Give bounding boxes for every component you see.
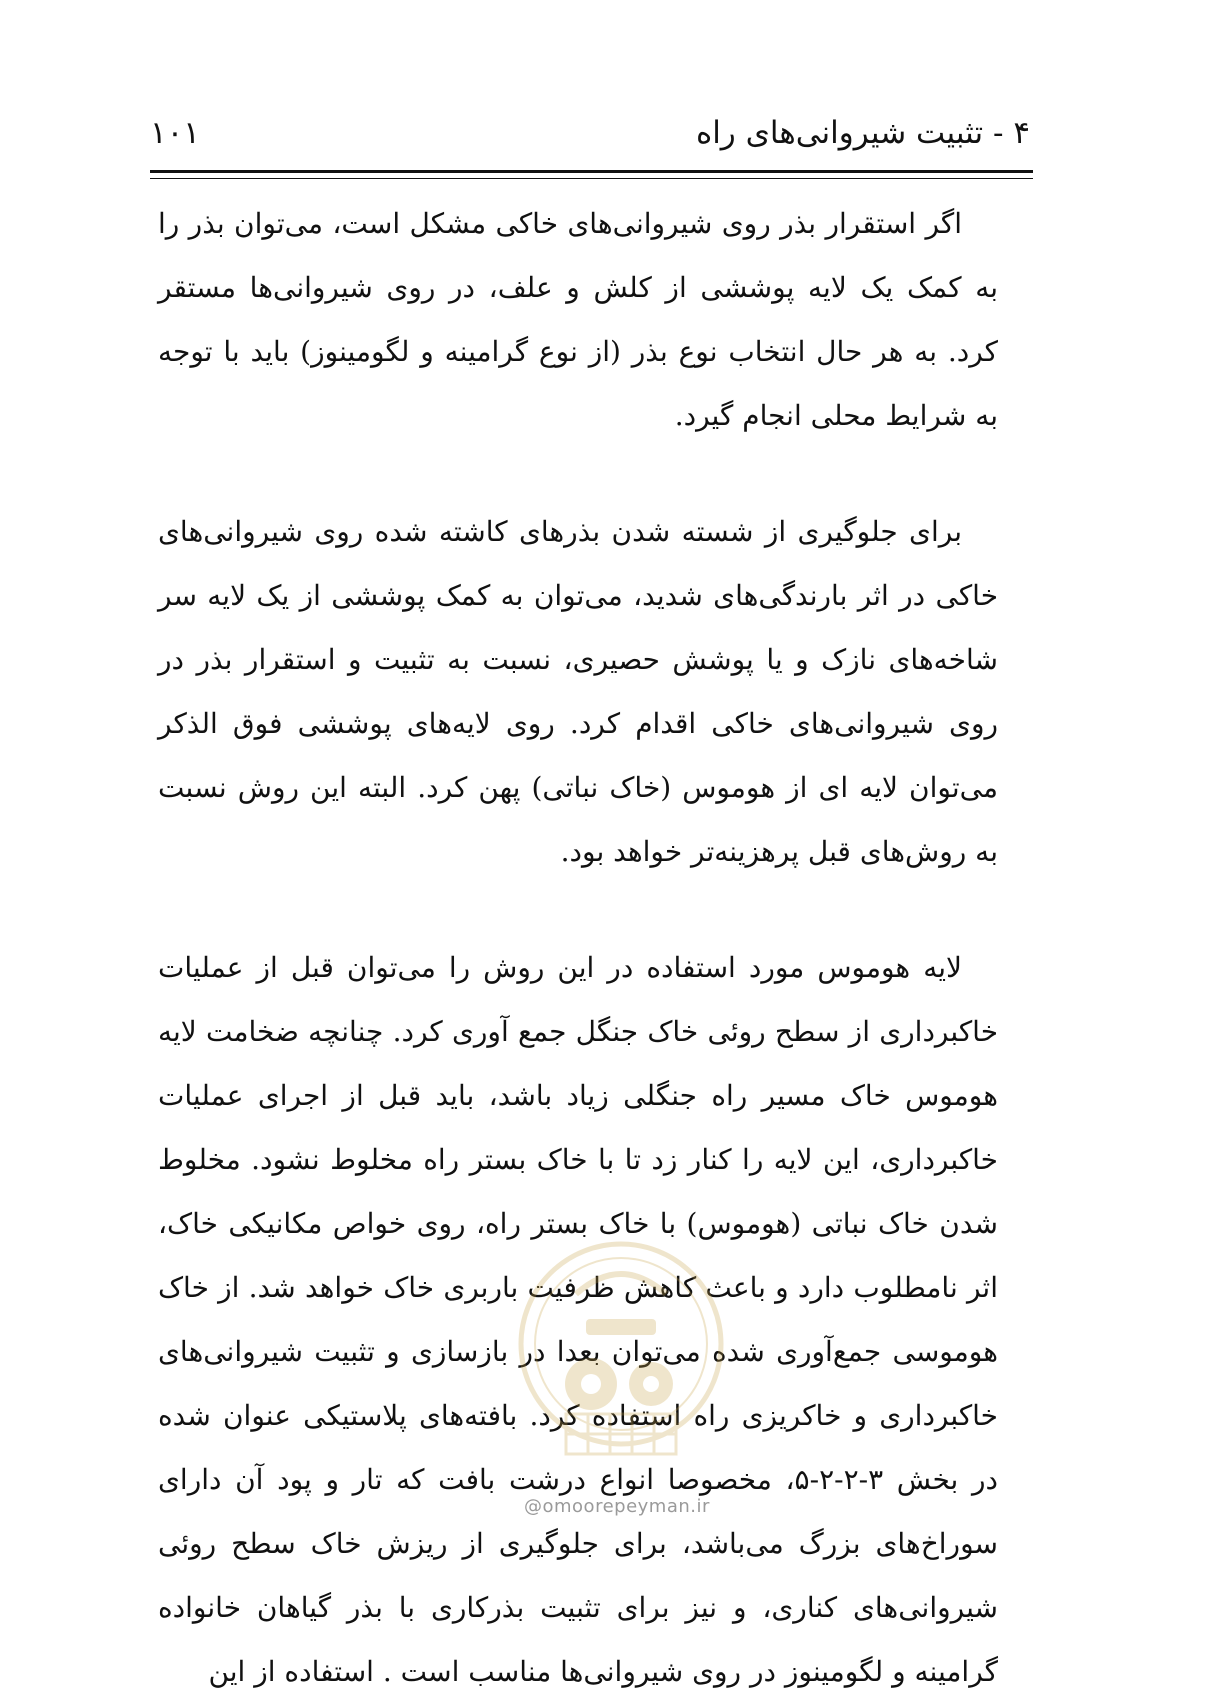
header-rule-thick: [150, 170, 1033, 173]
page-number: ۱۰۱: [150, 115, 200, 151]
paragraph-2: برای جلوگیری از شسته شدن بذرهای کاشته شده روی شیروانی‌های خاکی در اثر بارندگی‌های شدید، می‌توان به کمک پوششی از یک لایه سر شاخه‌های نازک و یا پوشش حصیری، نسبت به تثبیت و استقرار بذر در روی شیروانی‌های خاکی اقدام کرد. روی لایه‌های پوششی فوق الذکر می‌توان لایه ای از هوموس (خاک نباتی) پهن کرد. البته این روش نسبت به روش‌های قبل پرهزینه‌تر خواهد بود.: [158, 515, 998, 868]
header-rule-thin: [150, 178, 1033, 179]
watermark-url: @omoorepeyman.ir: [524, 1496, 710, 1517]
chapter-title: ۴ - تثبیت شیروانی‌های راه: [695, 115, 1030, 151]
paragraph-3: لایه هوموس مورد استفاده در این روش را می‌توان قبل از عملیات خاکبرداری از سطح روئی خاک جنگل جمع آوری کرد. چنانچه ضخامت لایه هوموس خاک مسیر راه جنگلی زیاد باشد، باید قبل از اجرای عملیات خاکبرداری، این لایه را کنار زد تا با خاک بستر راه مخلوط نشود. مخلوط شدن خاک نباتی (هوموس) با خاک بستر راه، روی خواص مکانیکی خاک، اثر نامطلوب دارد و باعث کاهش ظرفیت باربری خاک خواهد شد. از خاک هوموسی جمع‌آوری شده می‌توان بعدا در بازسازی و تثبیت شیروانی‌های خاکبرداری و خاکریزی راه استفاده کرد. بافته‌های پلاستیکی عنوان شده در بخش ۳-۲-۲-۵، مخصوصا انواع درشت بافت که تار و پود آن دارای سوراخ‌های بزرگ می‌باشد، برای جلوگیری از ریزش خاک سطح روئی شیروانی‌های کناری، و نیز برای تثبیت بذرکاری با بذر گیاهان خانواده گرامینه و لگومینوز در روی شیروانی‌ها مناسب است . استفاده از این: [158, 951, 998, 1688]
gear-seal-icon: [506, 1234, 736, 1484]
paragraph-1: اگر استقرار بذر روی شیروانی‌های خاکی مشکل است، می‌توان بذر را به کمک یک لایه پوششی از کلش و علف، در روی شیروانی‌ها مستقر کرد. به هر حال انتخاب نوع بذر (از نوع گرامینه و لگومینوز) باید با توجه به شرایط محلی انجام گیرد.: [158, 207, 998, 432]
page-header: [150, 108, 1030, 158]
